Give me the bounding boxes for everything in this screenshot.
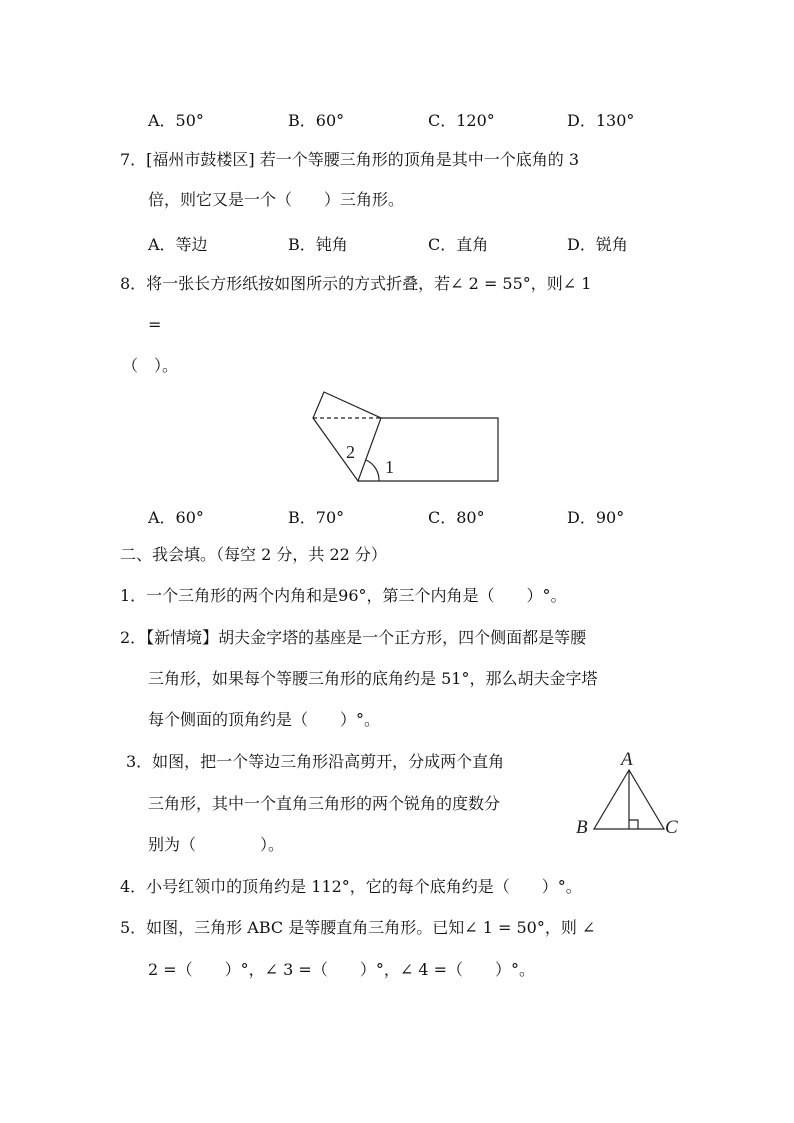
q8-option-a[interactable]: A．60° bbox=[148, 508, 204, 527]
s2-q1-text: 1．一个三角形的两个内角和是96°，第三个内角是（ ）°。 bbox=[120, 586, 567, 605]
s2-q5-text-line1: 5．如图，三角形 ABC 是等腰直角三角形。已知∠ 1 = 50°，则 ∠ bbox=[120, 918, 596, 937]
q8-angle-1-label: 1 bbox=[385, 457, 394, 477]
q7-option-a[interactable]: A．等边 bbox=[148, 235, 208, 254]
section2-heading: 二、我会填。（每空 2 分，共 22 分） bbox=[120, 545, 387, 564]
q7-option-d[interactable]: D．锐角 bbox=[567, 235, 628, 254]
s2-q2-text-line1: 2．【新情境】胡夫金字塔的基座是一个正方形，四个侧面都是等腰 bbox=[120, 628, 587, 647]
s2-q4-text: 4．小号红领巾的顶角约是 112°，它的每个底角约是（ ）°。 bbox=[120, 877, 582, 896]
q6-option-a[interactable]: A．50° bbox=[148, 111, 204, 130]
q8-answer-blank: （ ）。 bbox=[122, 356, 179, 375]
q8-option-b[interactable]: B．70° bbox=[288, 508, 345, 527]
q8-option-d[interactable]: D．90° bbox=[567, 508, 625, 527]
s2-q3-text-line3: 别为（ ）。 bbox=[148, 835, 285, 854]
q3-right-angle-mark bbox=[629, 820, 638, 829]
q7-option-c[interactable]: C．直角 bbox=[428, 235, 489, 254]
s2-q2-text-line3: 每个侧面的顶角约是（ ）°。 bbox=[148, 710, 381, 729]
q3-vertex-a-label: A bbox=[621, 749, 633, 770]
q8-text-line2: = bbox=[148, 315, 162, 334]
q6-option-c[interactable]: C．120° bbox=[428, 111, 495, 130]
q7-text-line1: 7．[福州市鼓楼区] 若一个等腰三角形的顶角是其中一个底角的 3 bbox=[120, 150, 580, 169]
s2-q3-text-line1: 3．如图，把一个等边三角形沿高剪开，分成两个直角 bbox=[126, 752, 505, 771]
q3-vertex-c-label: C bbox=[665, 817, 678, 838]
q7-option-b[interactable]: B．钝角 bbox=[288, 235, 348, 254]
s2-q5-text-line2: 2 =（ ）°，∠ 3 =（ ）°，∠ 4 =（ ）°。 bbox=[148, 960, 536, 979]
s2-q2-text-line2: 三角形，如果每个等腰三角形的底角约是 51°，那么胡夫金字塔 bbox=[148, 669, 598, 688]
q8-angle-2-label: 2 bbox=[346, 442, 355, 462]
q8-option-c[interactable]: C．80° bbox=[428, 508, 485, 527]
q6-option-b[interactable]: B．60° bbox=[288, 111, 345, 130]
q6-option-d[interactable]: D．130° bbox=[567, 111, 635, 130]
q3-vertex-b-label: B bbox=[576, 817, 588, 838]
q8-text-line1: 8．将一张长方形纸按如图所示的方式折叠，若∠ 2 = 55°，则∠ 1 bbox=[120, 274, 592, 293]
q7-text-line2: 倍，则它又是一个（ ）三角形。 bbox=[148, 190, 405, 209]
s2-q3-text-line2: 三角形，其中一个直角三角形的两个锐角的度数分 bbox=[148, 794, 501, 813]
